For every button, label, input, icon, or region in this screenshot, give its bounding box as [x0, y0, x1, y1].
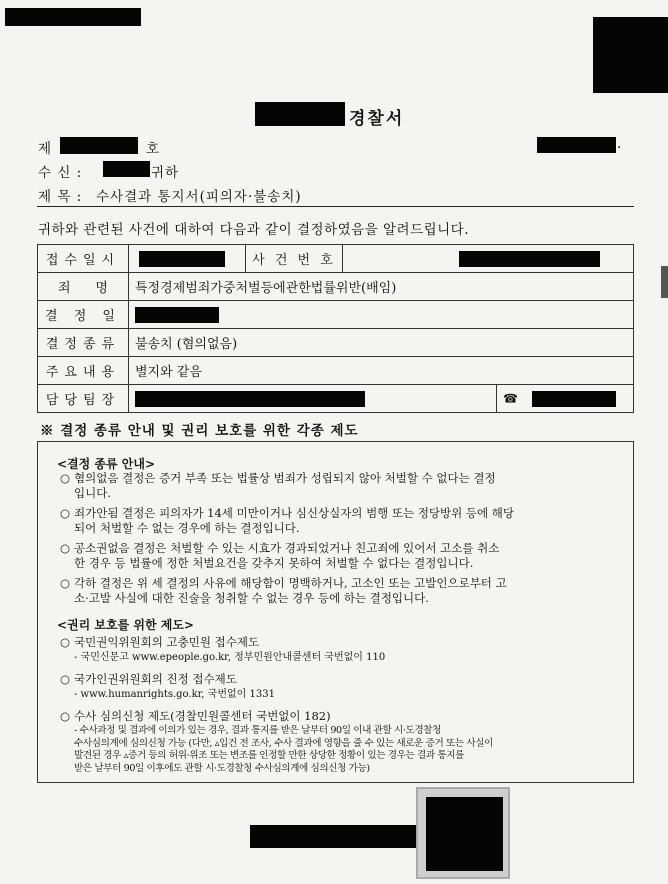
rights-detail: - 수사과정 및 결과에 이의가 있는 경우, 결과 통지를 받은 날부터 90일 이내 관할 시·도경찰청 수사심의계에 심의신청 가능 (다만, ▵입건 전 조사, 수사 결과에 영향을 줄 수 있는 새로운 증거 또는 사실이 발견된 경우 ▵증거 등의 허위·위조 또는 변조를 인정할 만한 상당한 정황이 있는 경우는 결과 통지를 받은 날부터 90일 이후에도 관할 시·도경찰청 수사심의계에 심의신청 가능) [74, 725, 494, 774]
officer-cell [129, 385, 497, 413]
list-item: ○ 공소권없음 결정은 처벌할 수 있는 시효가 경과되었거나 친고죄에 있어서 고소를 취소 한 경우 등 법률에 정한 처벌요건을 갖추지 못하여 처벌할 수 없다는 결정입니다. [60, 541, 500, 570]
redacted-phone-number [532, 391, 616, 407]
receipt-date-label: 접수일시 [38, 245, 129, 273]
rights-detail: - 국민신문고 www.epeople.go.kr, 정부민원안내콜센터 국번없이 110 [74, 652, 386, 663]
main-content-label: 주요내용 [38, 357, 129, 385]
decision-type-value: 불송치 (혐의없음) [129, 329, 634, 357]
recipient-label: 수 신 : [38, 165, 83, 181]
list-item: ○ 죄가안됨 결정은 피의자가 14세 미만이거나 심신상실자의 범행 또는 정당방위 등에 해당 되어 처벌할 수 없는 경우에 하는 결정입니다. [60, 506, 514, 535]
officer-phone-cell [497, 385, 634, 413]
bullet-icon: ○ [60, 576, 71, 590]
bullet-icon: ○ [60, 635, 71, 649]
officer-label: 담당팀장 [38, 385, 129, 413]
date-period: . [617, 136, 623, 152]
decision-type-label: 결정종류 [38, 329, 129, 357]
redacted-receipt-date [139, 251, 225, 267]
list-item: ○ 각하 결정은 위 세 결정의 사유에 해당함이 명백하거나, 고소인 또는 고발인으로부터 고 소·고발 사실에 대한 진술을 청취할 수 없는 경우 등에 하는 결정입니다. [60, 576, 507, 605]
notice-heading: ※ 결정 종류 안내 및 권리 보호를 위한 각종 제도 [40, 423, 359, 439]
case-number-label: 사 건 번 호 [246, 245, 343, 273]
list-item: ○ 수사 심의신청 제도(경찰민원콜센터 국번없이 182) [60, 709, 331, 723]
redacted-doc-number [60, 137, 138, 154]
list-item: ○ 혐의없음 결정은 증거 부족 또는 법률상 범죄가 성립되지 않아 처벌할 수 없다는 결정 입니다. [60, 471, 496, 500]
doc-number-prefix: 제 [38, 141, 53, 157]
page-title: 경찰서 [349, 109, 405, 129]
case-number-cell [343, 245, 634, 273]
redacted-case-number [459, 251, 600, 267]
side-mark [661, 266, 668, 298]
table-row [38, 245, 634, 273]
subject-text: 수사결과 통지서(피의자·불송치) [96, 189, 302, 205]
charge-label: 죄 명 [38, 273, 129, 301]
table-row [38, 385, 634, 413]
doc-number-suffix: 호 [146, 141, 161, 157]
receipt-date-cell [129, 245, 246, 273]
list-item: ○ 국민권익위원회의 고충민원 접수제도 [60, 635, 260, 649]
table-row [38, 329, 634, 357]
main-content-value: 별지와 같음 [129, 357, 634, 385]
subject-underline [37, 206, 634, 207]
case-info-table [37, 244, 634, 413]
redacted-officer-name [135, 391, 365, 407]
redacted-header-text [5, 8, 141, 26]
redacted-corner-block [593, 17, 668, 93]
phone-icon: ☎ [503, 391, 518, 405]
bullet-icon: ○ [60, 709, 71, 723]
redacted-seal [426, 797, 503, 871]
table-row [38, 273, 634, 301]
intro-sentence: 귀하와 관련된 사건에 대하여 다음과 같이 결정하였음을 알려드립니다. [38, 222, 470, 238]
table-row [38, 301, 634, 329]
redacted-date [537, 137, 616, 153]
rights-title: <권리 보호를 위한 제도> [57, 618, 194, 632]
redacted-station-name [255, 102, 345, 126]
redacted-recipient-name [103, 161, 150, 177]
redacted-decision-date [135, 307, 219, 323]
subject-label: 제 목 : [38, 189, 83, 205]
recipient-suffix: 귀하 [151, 165, 180, 181]
charge-value: 특정경제범죄가중처벌등에관한법률위반(배임) [129, 273, 634, 301]
bullet-icon: ○ [60, 541, 71, 555]
bullet-icon: ○ [60, 506, 71, 520]
bullet-icon: ○ [60, 672, 71, 686]
rights-detail: - www.humanrights.go.kr, 국번없이 1331 [74, 689, 275, 700]
decision-date-cell [129, 301, 634, 329]
decision-guide-title: <결정 종류 안내> [57, 457, 156, 471]
decision-date-label: 결 정 일 [38, 301, 129, 329]
bullet-icon: ○ [60, 471, 71, 485]
table-row [38, 357, 634, 385]
list-item: ○ 국가인권위원회의 진정 접수제도 [60, 672, 237, 686]
